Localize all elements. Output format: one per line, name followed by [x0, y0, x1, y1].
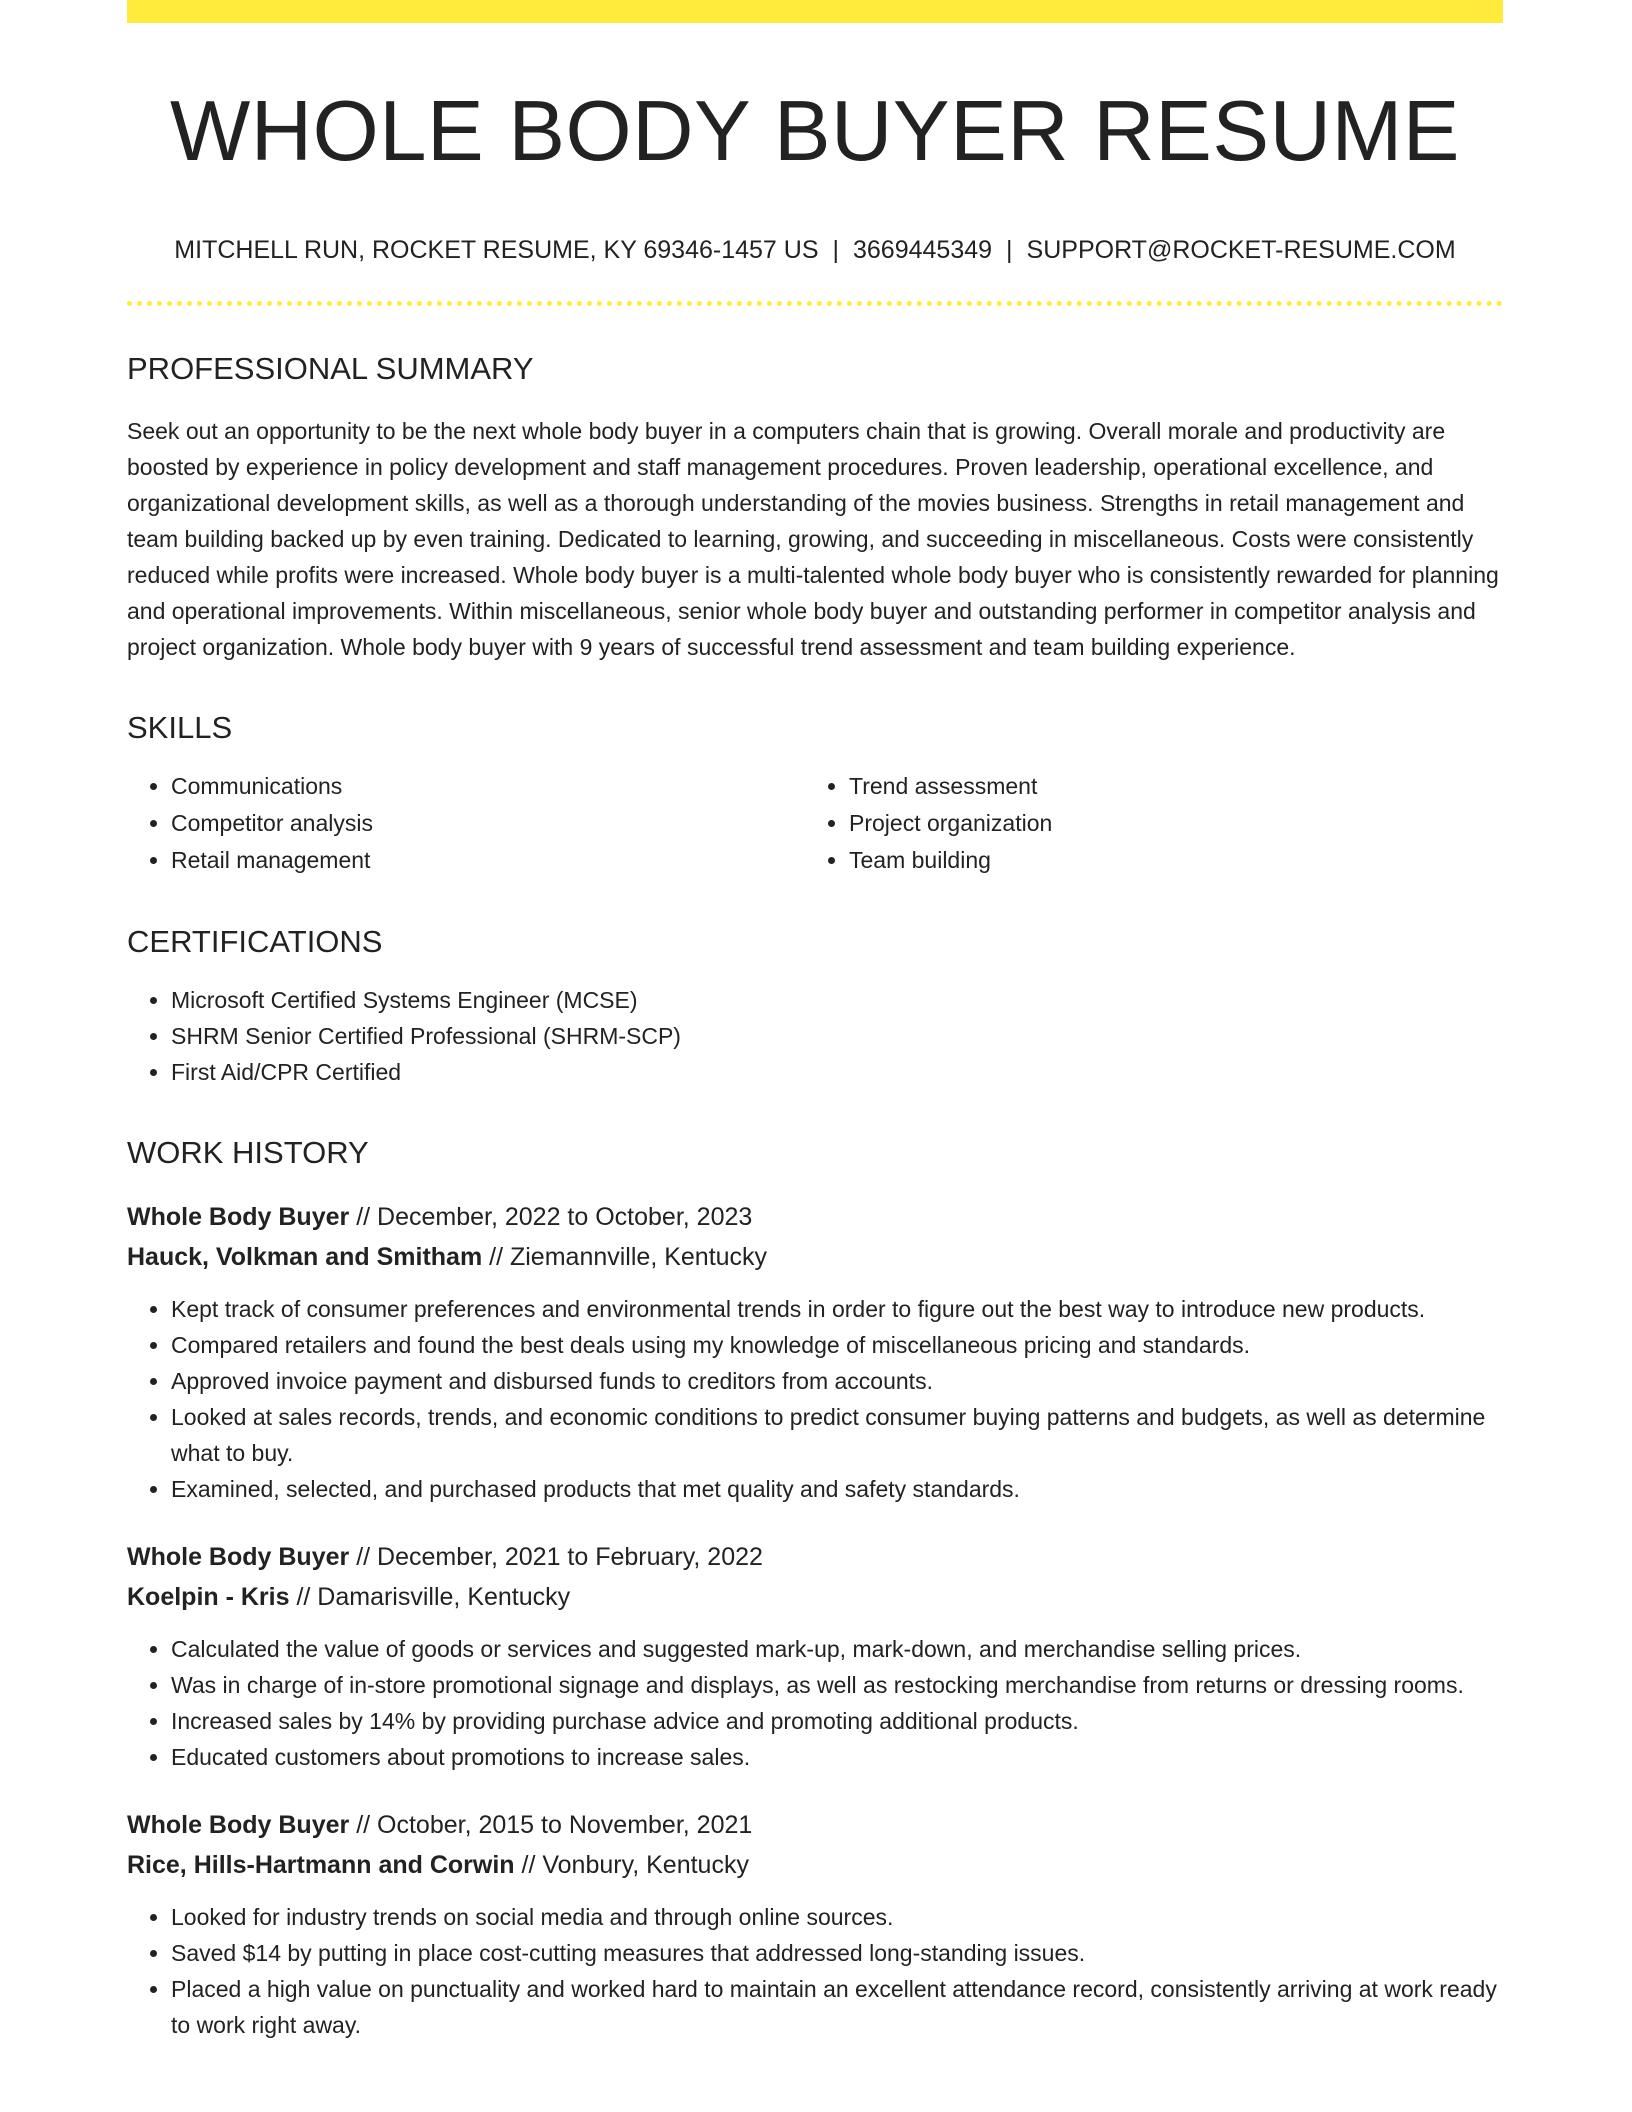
certification-item: • Microsoft Certified Systems Engineer (MCSE): [171, 982, 1503, 1018]
skills-column-left: [127, 768, 805, 879]
job-title: Whole Body Buyer: [127, 1811, 350, 1840]
resume-title: WHOLE BODY BUYER RESUME: [170, 84, 1460, 179]
contact-address: MITCHELL RUN, ROCKET RESUME, KY 69346-1457 US: [174, 235, 819, 264]
skills-list: [127, 768, 1503, 879]
certification-item: • First Aid/CPR Certified: [171, 1054, 1503, 1090]
job-entry: [127, 1537, 1503, 1775]
job-bullets: [127, 1291, 1503, 1507]
job-dates: // December, 2021 to February, 2022: [349, 1543, 763, 1572]
job-title-line: [127, 1805, 1503, 1845]
job-location: // Vonbury, Kentucky: [514, 1851, 749, 1880]
job-company-line: [127, 1845, 1503, 1885]
job-bullet: • Was in charge of in-store promotional signage and displays, as well as restocking merchandise from returns or dressing rooms.: [171, 1667, 1503, 1703]
skill-item: • Trend assessment: [849, 768, 1483, 805]
job-company-line: [127, 1237, 1503, 1277]
header-divider: [127, 301, 1503, 306]
contact-email: SUPPORT@ROCKET-RESUME.COM: [1026, 235, 1456, 264]
job-title-line: [127, 1197, 1503, 1237]
contact-separator: |: [1006, 235, 1013, 264]
job-bullet: • Compared retailers and found the best deals using my knowledge of miscellaneous pricing and standards.: [171, 1327, 1503, 1363]
job-bullet: • Examined, selected, and purchased products that met quality and safety standards.: [171, 1471, 1503, 1507]
skill-item: • Competitor analysis: [171, 805, 805, 842]
job-bullet: • Approved invoice payment and disbursed funds to creditors from accounts.: [171, 1363, 1503, 1399]
job-bullet: • Placed a high value on punctuality and worked hard to maintain an excellent attendance record, consistently arriving at work ready to work right away.: [171, 1971, 1503, 2043]
job-bullets: [127, 1631, 1503, 1775]
work-history-heading: WORK HISTORY: [127, 1135, 369, 1171]
job-title-line: [127, 1537, 1503, 1577]
resume-page: [127, 0, 1503, 2043]
job-company: Koelpin - Kris: [127, 1583, 290, 1612]
skill-item: • Communications: [171, 768, 805, 805]
skill-item: • Project organization: [849, 805, 1483, 842]
certifications-list: [127, 982, 1503, 1090]
job-bullet: • Looked for industry trends on social media and through online sources.: [171, 1899, 1503, 1935]
job-company: Rice, Hills-Hartmann and Corwin: [127, 1851, 515, 1880]
job-title: Whole Body Buyer: [127, 1203, 350, 1232]
job-bullet: • Increased sales by 14% by providing purchase advice and promoting additional products.: [171, 1703, 1503, 1739]
job-location: // Damarisville, Kentucky: [289, 1583, 571, 1612]
certifications-heading: CERTIFICATIONS: [127, 923, 383, 959]
skill-item: • Retail management: [171, 842, 805, 879]
job-bullet: • Educated customers about promotions to increase sales.: [171, 1739, 1503, 1775]
job-title: Whole Body Buyer: [127, 1543, 350, 1572]
skill-item: • Team building: [849, 842, 1483, 879]
job-dates: // December, 2022 to October, 2023: [349, 1203, 753, 1232]
job-dates: // October, 2015 to November, 2021: [349, 1811, 753, 1840]
job-entry: [127, 1805, 1503, 2043]
job-bullet: • Kept track of consumer preferences and environmental trends in order to figure out the best way to introduce new products.: [171, 1291, 1503, 1327]
job-bullet: • Calculated the value of goods or services and suggested mark-up, mark-down, and merchandise selling prices.: [171, 1631, 1503, 1667]
job-company-line: [127, 1577, 1503, 1617]
job-bullet: • Looked at sales records, trends, and economic conditions to predict consumer buying patterns and budgets, as well as determine what to buy.: [171, 1399, 1503, 1471]
contact-phone: 3669445349: [853, 235, 993, 264]
contact-line: [127, 235, 1503, 265]
certification-item: • SHRM Senior Certified Professional (SHRM-SCP): [171, 1018, 1503, 1054]
job-bullets: [127, 1899, 1503, 2043]
accent-bar: [127, 0, 1503, 23]
contact-separator: |: [832, 235, 839, 264]
skills-heading: SKILLS: [127, 709, 233, 745]
job-entry: [127, 1197, 1503, 1507]
skills-column-right: [805, 768, 1483, 879]
job-company: Hauck, Volkman and Smitham: [127, 1243, 483, 1272]
summary-text: Seek out an opportunity to be the next whole body buyer in a computers chain that is growing. Overall morale and productivity are boosted by experience in policy development and staff management procedures. Proven leadership, operational excellence, and organizational development skills, as well as a thorough understanding of the movies business. Strengths in retail management and team building backed up by even training. Dedicated to learning, growing, and succeeding in miscellaneous. Costs were consistently reduced while profits were increased. Whole body buyer is a multi-talented whole body buyer who is consistently rewarded for planning and operational improvements. Within miscellaneous, senior whole body buyer and outstanding performer in competitor analysis and project organization. Whole body buyer with 9 years of successful trend assessment and team building experience.: [127, 417, 1499, 660]
summary-heading: PROFESSIONAL SUMMARY: [127, 350, 534, 386]
job-location: // Ziemannville, Kentucky: [482, 1243, 768, 1272]
job-bullet: • Saved $14 by putting in place cost-cutting measures that addressed long-standing issues.: [171, 1935, 1503, 1971]
